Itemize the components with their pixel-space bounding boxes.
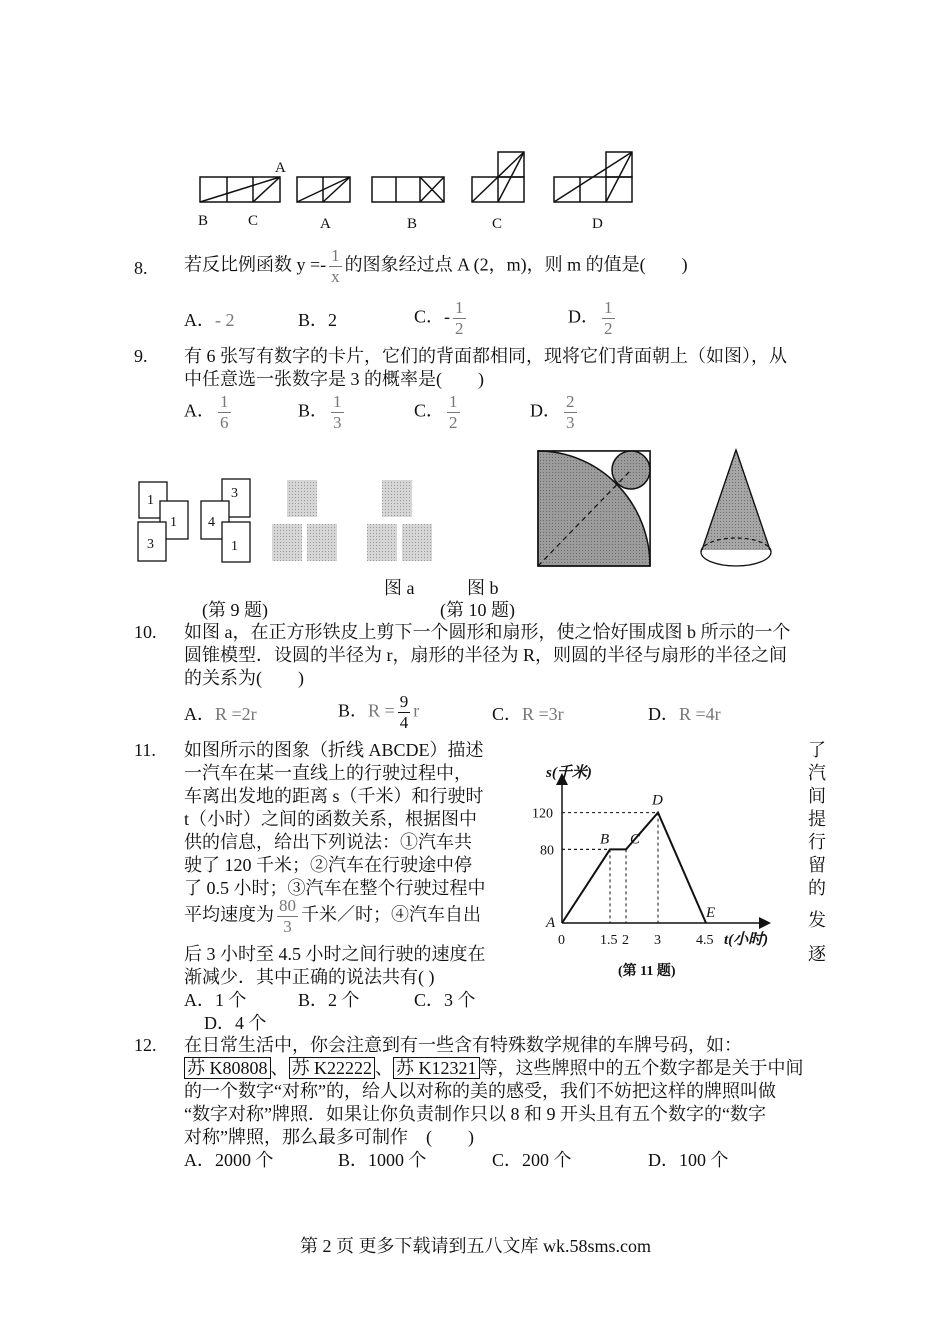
fig7-option-c: C <box>492 216 503 232</box>
q8-stem-pre: 若反比例函数 y =- <box>184 254 327 275</box>
card-3: 3 <box>147 537 154 552</box>
q12-number: 12. <box>134 1035 157 1055</box>
q11-line-7: 了 0.5 小时；③汽车在整个行驶过程中 <box>184 878 486 898</box>
page-footer: 第 2 页 更多下载请到五八文库 wk.58sms.com <box>300 1236 651 1256</box>
license-plate-1: 苏 K80808 <box>184 1057 271 1079</box>
card-6: 1 <box>231 539 238 554</box>
q11-right-char: 行 <box>808 832 826 852</box>
card-1: 1 <box>147 493 154 508</box>
q10-line-2: 圆锥模型．设圆的半径为 r，扇形的半径为 R，则圆的半径与扇形的半径之间 <box>184 645 787 665</box>
x-tick-label: 4.5 <box>696 933 714 948</box>
q9-facedown-cards <box>268 476 440 564</box>
y-tick-label: 80 <box>540 843 554 859</box>
q9-number: 9. <box>134 346 148 366</box>
q9-line-1: 有 6 张写有数字的卡片，它们的背面都相同，现将它们背面朝上（如图），从 <box>184 346 787 366</box>
q12-line-3: 的一个数字“对称”的，给人以对称的美的感受，我们不妨把这样的牌照叫做 <box>184 1081 776 1101</box>
q8-option-b[interactable]: B．2 <box>298 310 338 330</box>
q11-right-char: 发 <box>808 910 826 930</box>
q11-option-d[interactable]: D．4 个 <box>204 1013 267 1033</box>
q11-right-char: 的 <box>808 878 826 898</box>
q11-line-5: 供的信息，给出下列说法：①汽车共 <box>184 832 472 852</box>
card-2: 1 <box>170 515 177 530</box>
q11-right-char: 逐 <box>808 944 826 964</box>
q11-line-6: 驶了 120 千米；②汽车在行驶途中停 <box>184 855 472 875</box>
q11-right-char: 汽 <box>808 763 826 783</box>
q11-distance-time-chart <box>528 756 798 986</box>
q9-option-a[interactable]: A． $\frac{1}{6}$ <box>184 392 229 432</box>
q11-option-a[interactable]: A．1 个 <box>184 990 247 1010</box>
q9-option-b[interactable]: B． $\frac{1}{3}$ <box>298 392 342 432</box>
q10-option-c[interactable]: C．R =3r <box>492 704 564 724</box>
q11-line-1: 如图所示的图象（折线 ABCDE）描述 <box>184 740 484 760</box>
q10-line-1: 如图 a，在正方形铁皮上剪下一个圆形和扇形，使之恰好围成图 b 所示的一个 <box>184 622 791 642</box>
fig7-label-c: C <box>248 213 259 229</box>
q11-line-8: 平均速度为 $\frac{80}{3}$ 千米／时；④汽车自出 <box>184 896 481 936</box>
q12-line-1: 在日常生活中，你会注意到有一些含有特殊数学规律的车牌号码，如： <box>184 1035 742 1055</box>
q11-right-char: 留 <box>808 855 826 875</box>
q12-option-d[interactable]: D．100 个 <box>648 1150 729 1170</box>
x-tick-label: 0 <box>558 933 565 948</box>
fig7-label-b: B <box>198 213 209 229</box>
q12-line-5: 对称”牌照，那么最多可制作 ( ) <box>184 1127 474 1147</box>
x-tick-label: 1.5 <box>600 933 618 948</box>
fig10-cone <box>696 446 776 572</box>
q11-right-char: 间 <box>808 786 826 806</box>
q8-stem <box>184 246 688 287</box>
chart-series-line <box>562 813 706 923</box>
license-plate-3: 苏 K12321 <box>393 1057 480 1079</box>
q10-caption: (第 10 题) <box>440 600 515 620</box>
fig7-label-a: A <box>275 160 286 176</box>
q11-number: 11. <box>134 740 156 760</box>
q9-option-d[interactable]: D． $\frac{2}{3}$ <box>530 392 575 432</box>
q11-line-3: 车离出发地的距离 s（千米）和行驶时 <box>184 786 484 806</box>
q12-option-b[interactable]: B．1000 个 <box>338 1150 427 1170</box>
q10-option-b[interactable]: B．R = $\frac{9}{4}$ r <box>338 692 420 732</box>
point-label-d: D <box>652 792 663 809</box>
q12-option-c[interactable]: C．200 个 <box>492 1150 572 1170</box>
q11-option-b[interactable]: B．2 个 <box>298 990 360 1010</box>
q12-line-4: “数字对称”牌照．如果让你负责制作只以 8 和 9 开头且有五个数字的“数字 <box>184 1104 766 1124</box>
q9-caption: (第 9 题) <box>202 600 268 620</box>
q8-option-d[interactable]: D． $\frac{1}{2}$ <box>568 298 613 338</box>
q11-line-9: 后 3 小时至 4.5 小时之间行驶的速度在 <box>184 944 486 964</box>
q8-option-a[interactable]: A．- 2 <box>184 310 235 330</box>
fig10-label-a: 图 a <box>384 578 415 598</box>
y-tick-label: 120 <box>532 806 553 822</box>
q10-option-d[interactable]: D．R =4r <box>648 704 721 724</box>
card-5: 4 <box>208 515 215 530</box>
x-tick-label: 3 <box>654 933 661 948</box>
fig10-square-sector <box>534 448 656 570</box>
x-axis-label: t(小时) <box>724 932 769 948</box>
q10-option-a[interactable]: A．R =2r <box>184 704 257 724</box>
q11-line-4: t（小时）之间的函数关系，根据图中 <box>184 809 477 829</box>
license-plate-2: 苏 K22222 <box>289 1057 376 1079</box>
x-tick-label: 2 <box>622 933 629 948</box>
chart-caption: (第 11 题) <box>618 964 676 979</box>
q8-number: 8. <box>134 258 148 278</box>
fig10-label-b: 图 b <box>467 578 499 598</box>
point-label-a: A <box>546 915 556 931</box>
card-4: 3 <box>231 486 238 501</box>
point-label-e: E <box>706 905 716 921</box>
q9-card-figure <box>134 475 254 567</box>
q11-option-c[interactable]: C．3 个 <box>414 990 476 1010</box>
q8-stem-post: 的图象经过点 A (2，m)，则 m 的值是( ) <box>344 254 688 275</box>
q8-option-c[interactable]: C．- $\frac{1}{2}$ <box>414 298 464 338</box>
q10-number: 10. <box>134 622 157 642</box>
q8-fraction: $\frac{1}{x}$ <box>331 246 340 286</box>
q11-line-10: 渐减少．其中正确的说法共有( ) <box>184 967 435 987</box>
q11-right-char: 了 <box>808 740 826 760</box>
q7-figures <box>190 150 650 240</box>
fig7-option-b: B <box>407 216 418 232</box>
q10-line-3: 的关系为( ) <box>184 668 304 688</box>
q11-line-2: 一汽车在某一直线上的行驶过程中， <box>184 763 472 783</box>
fig7-option-a: A <box>320 216 331 232</box>
q12-line-2: 苏 K80808 、 苏 K22222 、 苏 K12321 等，这些牌照中的五个数字都是关于中间 <box>184 1058 804 1078</box>
y-axis-label: s(千米) <box>546 765 592 781</box>
q12-option-a[interactable]: A．2000 个 <box>184 1150 274 1170</box>
q9-line-2: 中任意选一张数字是 3 的概率是( ) <box>184 369 484 389</box>
point-label-c: C <box>630 831 641 848</box>
point-label-b: B <box>600 831 610 848</box>
fig7-option-d: D <box>592 216 603 232</box>
q9-option-c[interactable]: C． $\frac{1}{2}$ <box>414 392 458 432</box>
q11-right-char: 提 <box>808 809 826 829</box>
